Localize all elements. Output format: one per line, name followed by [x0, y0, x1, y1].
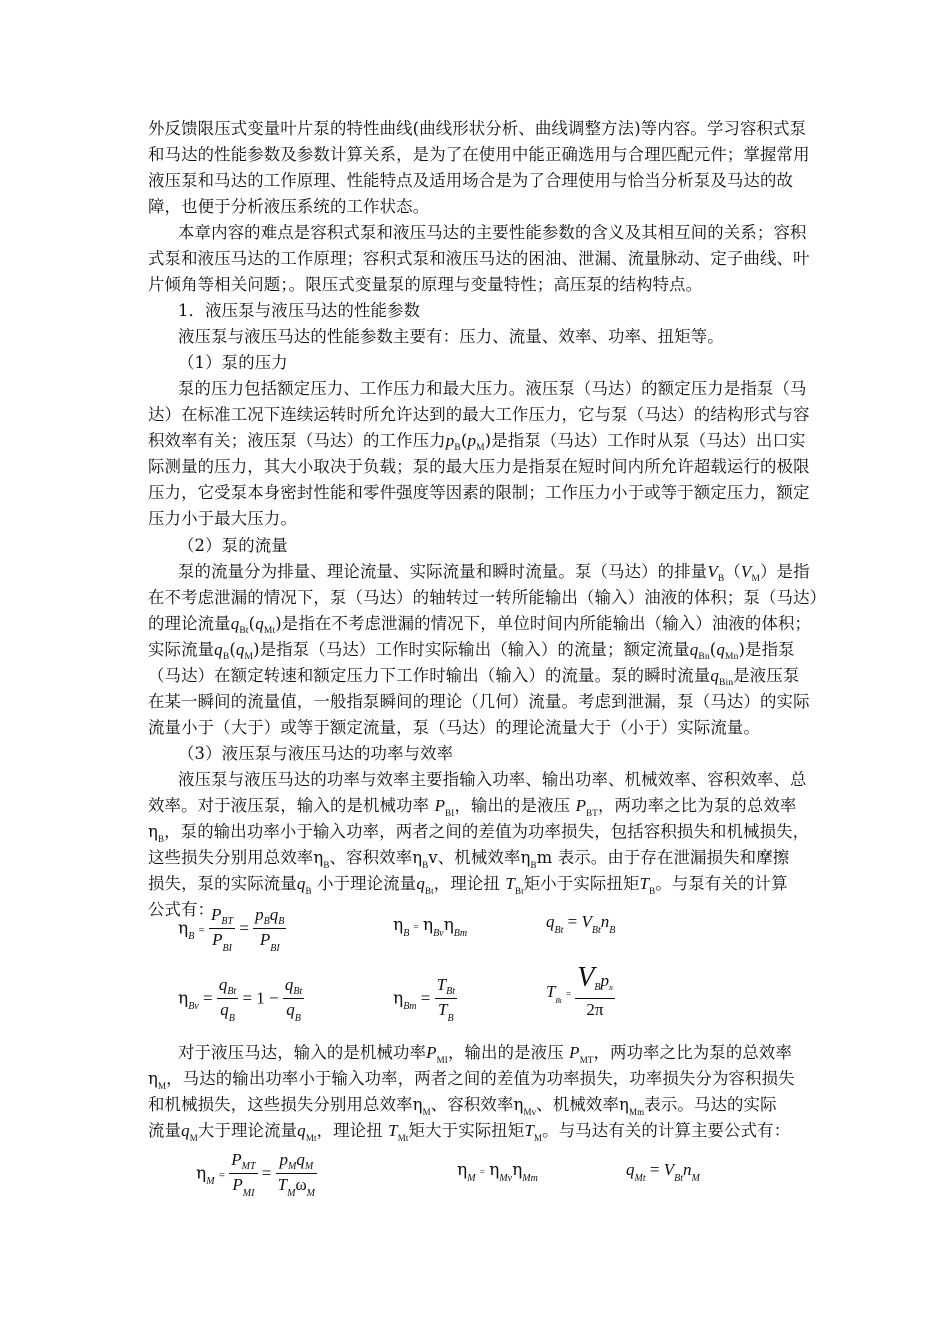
- formula-pump-efficiency-product: $\eta_B = \eta_{Bv}\eta_{Bm}$: [393, 915, 468, 939]
- text-line: 际测量的压力，其大小取决于负载；泵的最大压力是指泵在短时间内所允许超载运行的极限: [148, 457, 810, 476]
- formula-pump-theoretical-torque: $T_{Bt}$ = $\frac{V_Bp_B}{2\pi}$: [546, 962, 613, 1019]
- text-line: 液压泵与液压马达的功率与效率主要指输入功率、输出功率、机械效率、容积效率、总: [178, 770, 807, 789]
- subsection-heading: （1）泵的压力: [178, 353, 288, 372]
- formula-motor-efficiency-product: $\eta_M = \eta_{Mv}\eta_{Mm}$: [457, 1160, 538, 1184]
- formula-motor-theoretical-flow: $q_{Mt} = V_{Bt}n_M$: [626, 1160, 700, 1184]
- text-line: 效率。对于液压泵，输入的是机械功率 $P_{BI}$，输出的是液压 $P_{BT}$，两功率之比为泵的总效率: [148, 796, 797, 818]
- formula-pump-theoretical-flow: $q_{Bt} = V_{Bt}n_B$: [546, 912, 616, 936]
- text-line: 压力小于最大压力。: [148, 509, 297, 528]
- text-line: 液压泵和马达的工作原理、性能特点及适用场合是为了合理使用与恰当分析泵及马达的故: [148, 171, 794, 190]
- formula-motor-total-efficiency: $\eta_M$ = $\frac{P_{MT}}{P_{MI}}$ = $\frac{p_Mq_M}{T_M\omega_M}$: [196, 1150, 315, 1199]
- text-line: 积效率有关；液压泵（马达）的工作压力$p_B(p_M)$是指泵（马达）工作时从泵（马达）出口实: [148, 431, 806, 453]
- text-line: 这些损失分别用总效率$\eta_B$、容积效率$\eta_Bv$、机械效率$\eta_Bm$ 表示。由于存在泄漏损失和摩擦: [148, 848, 790, 870]
- subsection-heading: （3）液压泵与液压马达的功率与效率: [178, 744, 454, 763]
- text-line: 压力，它受泵本身密封性能和零件强度等因素的限制；工作压力小于或等于额定压力，额定: [148, 483, 810, 502]
- text-line: 本章内容的难点是容积式泵和液压马达的主要性能参数的含义及其相互间的关系；容积: [178, 223, 807, 242]
- text-line: （马达）在额定转速和额定压力下工作时输出（输入）的流量。泵的瞬时流量$q_{Bin}$是液压泵: [148, 666, 800, 688]
- text-line: 流量$q_M$大于理论流量$q_{Mt}$，理论扭 $T_{Mt}$矩大于实际扭矩$T_M$。与马达有关的计算主要公式有：: [148, 1121, 791, 1143]
- section-heading: 1．液压泵与液压马达的性能参数: [178, 301, 421, 320]
- formula-pump-volumetric-efficiency: $\eta_{Bv}$ = $\frac{q_{Bt}}{q_B}$ = 1 − $\frac{q_{Bt}}{q_B}$: [178, 975, 303, 1024]
- text-line: $\eta_B$，泵的输出功率小于输入功率，两者之间的差值为功率损失，包括容积损失和机械损失，: [148, 822, 810, 844]
- text-line: 公式有：: [148, 900, 215, 919]
- text-line: 和机械损失，这些损失分别用总效率$\eta_M$、容积效率$\eta_{Mv}$、机械效率$\eta_{Mm}$表示。马达的实际: [148, 1095, 777, 1117]
- text-line: 障，也便于分析液压系统的工作状态。: [148, 197, 430, 216]
- text-line: 液压泵与液压马达的性能参数主要有：压力、流量、效率、功率、扭矩等。: [178, 327, 724, 346]
- text-line: 泵的压力包括额定压力、工作压力和最大压力。液压泵（马达）的额定压力是指泵（马: [178, 379, 807, 398]
- text-line: 式泵和液压马达的工作原理；容积式泵和液压马达的困油、泄漏、流量脉动、定子曲线、叶: [148, 249, 810, 268]
- text-line: 在某一瞬间的流量值，一般指泵瞬间的理论（几何）流量。考虑到泄漏，泵（马达）的实际: [148, 692, 810, 711]
- text-line: 达）在标准工况下连续运转时所允许达到的最大工作压力，它与泵（马达）的结构形式与容: [148, 405, 810, 424]
- text-line: 的理论流量$q_{Bt}(q_{Mt})$是指在不考虑泄漏的情况下，单位时间内所能输出（输入）油液的体积；: [148, 614, 812, 636]
- formula-pump-mechanical-efficiency: $\eta_{Bm}$ = $\frac{T_{Bt}}{T_B}$: [393, 975, 455, 1024]
- text-line: 损失，泵的实际流量$q_B$ 小于理论流量$q_{Bt}$，理论扭 $T_{Bt}$矩小于实际扭矩$T_B$。与泵有关的计算: [148, 874, 788, 896]
- text-line: 流量小于（大于）或等于额定流量，泵（马达）的理论流量大于（小于）实际流量。: [148, 718, 761, 737]
- text-line: 在不考虑泄漏的情况下，泵（马达）的轴转过一转所能输出（输入）油液的体积；泵（马达）: [148, 588, 827, 607]
- subsection-heading: （2）泵的流量: [178, 536, 288, 555]
- text-line: 对于液压马达，输入的是机械功率$P_{MI}$，输出的是液压 $P_{MT}$，两功率之比为泵的总效率: [178, 1043, 792, 1065]
- text-line: 和马达的性能参数及参数计算关系，是为了在使用中能正确选用与合理匹配元件；掌握常用: [148, 145, 810, 164]
- formula-pump-total-efficiency: $\eta_B$ = $\frac{P_{BT}}{P_{BI}}$ = $\frac{p_Bq_B}{P_{BI}}$: [178, 905, 285, 954]
- text-line: 外反馈限压式变量叶片泵的特性曲线(曲线形状分析、曲线调整方法)等内容。学习容积式泵: [148, 119, 807, 138]
- text-line: $\eta_M$，马达的输出功率小于输入功率，两者之间的差值为功率损失，功率损失分为容积损失: [148, 1069, 795, 1091]
- text-line: 泵的流量分为排量、理论流量、实际流量和瞬时流量。泵（马达）的排量$V_B(V_M)$是指: [178, 562, 810, 584]
- text-line: 片倾角等相关问题；。限压式变量泵的原理与变量特性；高压泵的结构特点。: [148, 275, 703, 294]
- text-line: 实际流量$q_B(q_M)$是指泵（马达）工作时实际输出（输入）的流量；额定流量$q_{Bn}(q_{Mn})$是指泵: [148, 640, 795, 662]
